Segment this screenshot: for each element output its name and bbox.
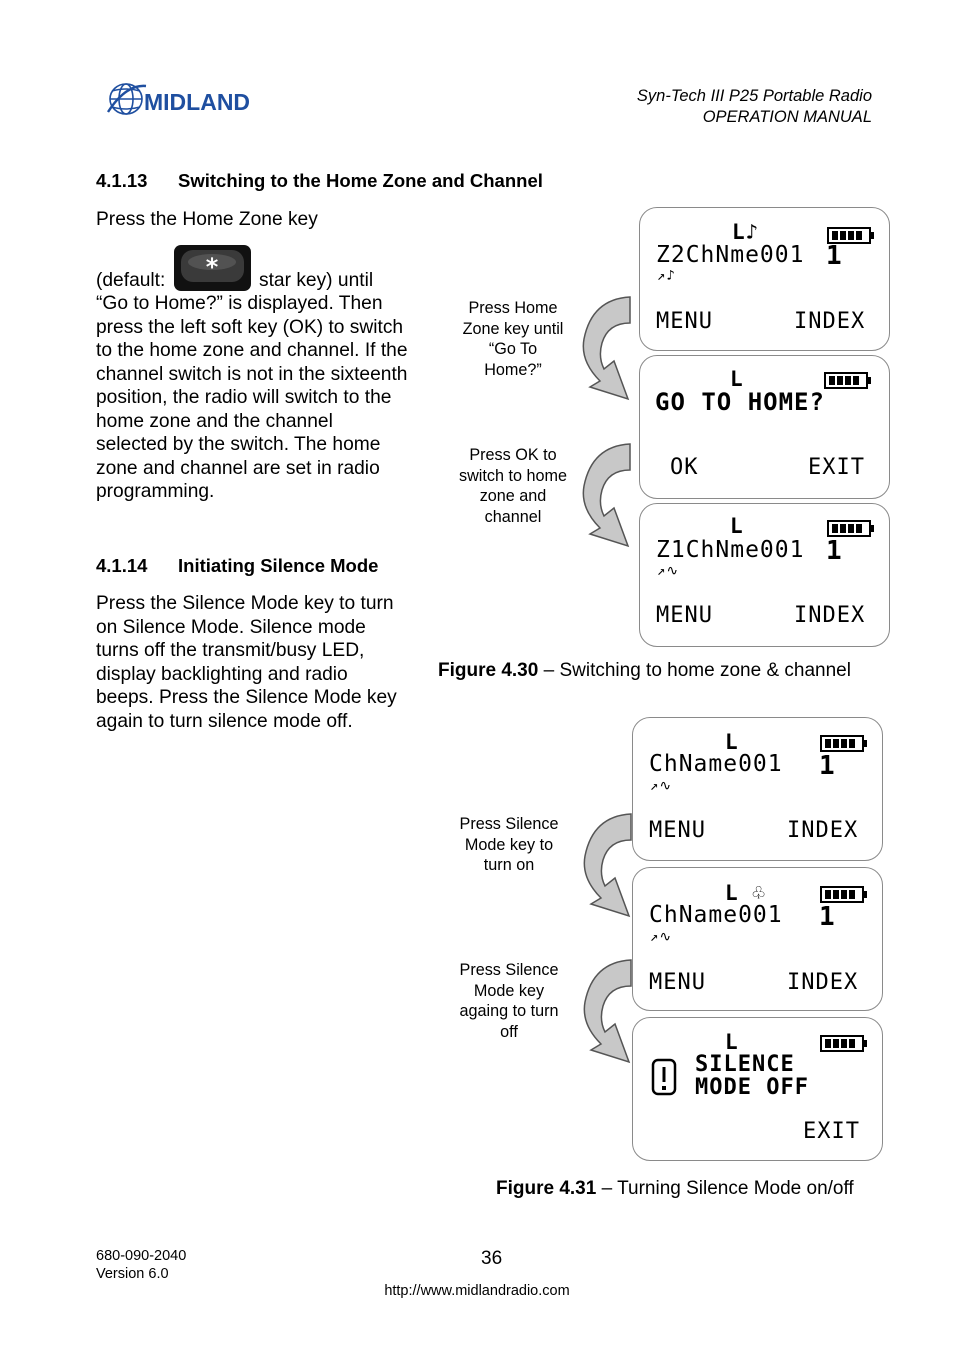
section-title: Switching to the Home Zone and Channel <box>178 170 543 191</box>
lcd-prompt: GO TO HOME? <box>655 388 825 416</box>
footer-version: Version 6.0 <box>96 1265 169 1282</box>
curved-arrow-icon <box>574 442 634 562</box>
section-heading-home-zone <box>96 170 543 192</box>
paragraph-post-key: star key) until <box>253 269 374 291</box>
footer-doc-info <box>96 1248 186 1283</box>
lcd-indicator-icons: ↗∿ <box>650 929 673 945</box>
figure-text: – Switching to home zone & channel <box>538 660 851 681</box>
lcd-channel-name: ChName001 <box>649 751 783 777</box>
lcd-status-icons: L <box>730 514 744 538</box>
section-heading-silence <box>96 555 378 577</box>
lcd-message-line2: MODE OFF <box>695 1075 809 1100</box>
lcd-status-icons: L <box>725 730 739 754</box>
lcd-right-softkey: EXIT <box>803 1119 860 1144</box>
figure-caption-4-31 <box>496 1178 854 1200</box>
lcd-channel-name: Z2ChNme001 <box>656 242 805 268</box>
globe-logo-icon <box>106 78 306 122</box>
midland-logo <box>106 78 306 122</box>
section-number: 4.1.13 <box>96 170 148 191</box>
lcd-indicator-icons: ↗∿ <box>650 778 673 794</box>
lcd-screen-z2 <box>639 207 890 351</box>
lcd-indicator-icons: ↗♪ <box>657 268 676 284</box>
lcd-channel-name: ChName001 <box>649 902 783 928</box>
lcd-screen-go-home <box>639 355 890 499</box>
lcd-channel-number: 1 <box>819 902 836 932</box>
paragraph-key-line <box>96 244 408 293</box>
lcd-left-softkey: MENU <box>656 309 713 334</box>
caption-silence-off: Press Silence Mode key againg to turn off <box>459 961 559 1042</box>
lcd-right-softkey: INDEX <box>794 309 866 334</box>
figure-caption-4-30 <box>438 660 851 682</box>
section-paragraph-silence: Press the Silence Mode key to turn on Silence Mode. Silence mode turns off the transmit/busy LED, display backlighting and radio beeps. Press the Silence Mode key again to turn silence mode off. <box>96 593 397 732</box>
curved-arrow-icon <box>575 812 635 932</box>
lcd-screen-silence-off <box>632 1017 883 1161</box>
lcd-right-softkey: INDEX <box>787 818 859 843</box>
lcd-status-icons: L♪ <box>732 220 760 244</box>
lcd-right-softkey: EXIT <box>808 455 865 480</box>
header-product: Syn-Tech III P25 Portable Radio <box>636 87 872 105</box>
page-number: 36 <box>481 1248 503 1269</box>
figure-label: Figure 4.30 <box>438 660 539 681</box>
section-paragraph-home-zone <box>96 208 408 504</box>
paragraph-line-1: Press the Home Zone key <box>96 209 318 230</box>
lcd-screen-silence-on <box>632 867 883 1011</box>
lcd-status-icons: L <box>730 367 744 391</box>
lcd-left-softkey: MENU <box>649 818 706 843</box>
header-manual: OPERATION MANUAL <box>702 108 872 126</box>
lcd-status-icons: L ♧ <box>725 881 766 905</box>
caption-press-ok: Press OK to switch to home zone and channel <box>459 446 567 527</box>
lcd-screen-z1 <box>639 503 890 647</box>
paragraph-rest: “Go to Home?” is displayed. Then press the left soft key (OK) to switch to the home zone and channel. If the channel switch is not in the sixteenth position, the radio will switch to the home zone and the channel selected by the switch. The home zone and channel are set in radio programming. <box>96 293 408 502</box>
lcd-left-softkey: MENU <box>656 603 713 628</box>
footer-url: http://www.midlandradio.com <box>384 1283 570 1299</box>
footer-part-number: 680-090-2040 <box>96 1248 187 1264</box>
section-title: Initiating Silence Mode <box>178 555 379 576</box>
section-number: 4.1.14 <box>96 555 148 576</box>
lcd-message-line1: SILENCE <box>695 1052 795 1077</box>
lcd-left-softkey: MENU <box>649 970 706 995</box>
lcd-indicator-icons: ↗∿ <box>657 563 680 579</box>
svg-text:MIDLAND: MIDLAND <box>144 89 251 115</box>
lcd-channel-name: Z1ChNme001 <box>656 537 805 563</box>
lcd-left-softkey: OK <box>670 455 699 480</box>
svg-text:*: * <box>205 252 218 281</box>
lcd-channel-number: 1 <box>826 241 843 271</box>
caption-go-home: Press Home Zone key until “Go To Home?” <box>462 299 564 380</box>
curved-arrow-icon <box>574 295 634 415</box>
figure-text: – Turning Silence Mode on/off <box>596 1178 854 1199</box>
star-key-icon <box>173 244 252 292</box>
lcd-status-icons: L <box>725 1030 739 1054</box>
lcd-right-softkey: INDEX <box>794 603 866 628</box>
curved-arrow-icon <box>575 958 635 1078</box>
lcd-channel-number: 1 <box>819 751 836 781</box>
paragraph-pre-key: (default: <box>96 269 171 291</box>
caption-silence-on: Press Silence Mode key to turn on <box>459 815 559 875</box>
lcd-channel-number: 1 <box>826 536 843 566</box>
figure-label: Figure 4.31 <box>496 1178 597 1199</box>
lcd-right-softkey: INDEX <box>787 970 859 995</box>
lcd-screen-normal <box>632 717 883 861</box>
document-header <box>637 86 872 128</box>
